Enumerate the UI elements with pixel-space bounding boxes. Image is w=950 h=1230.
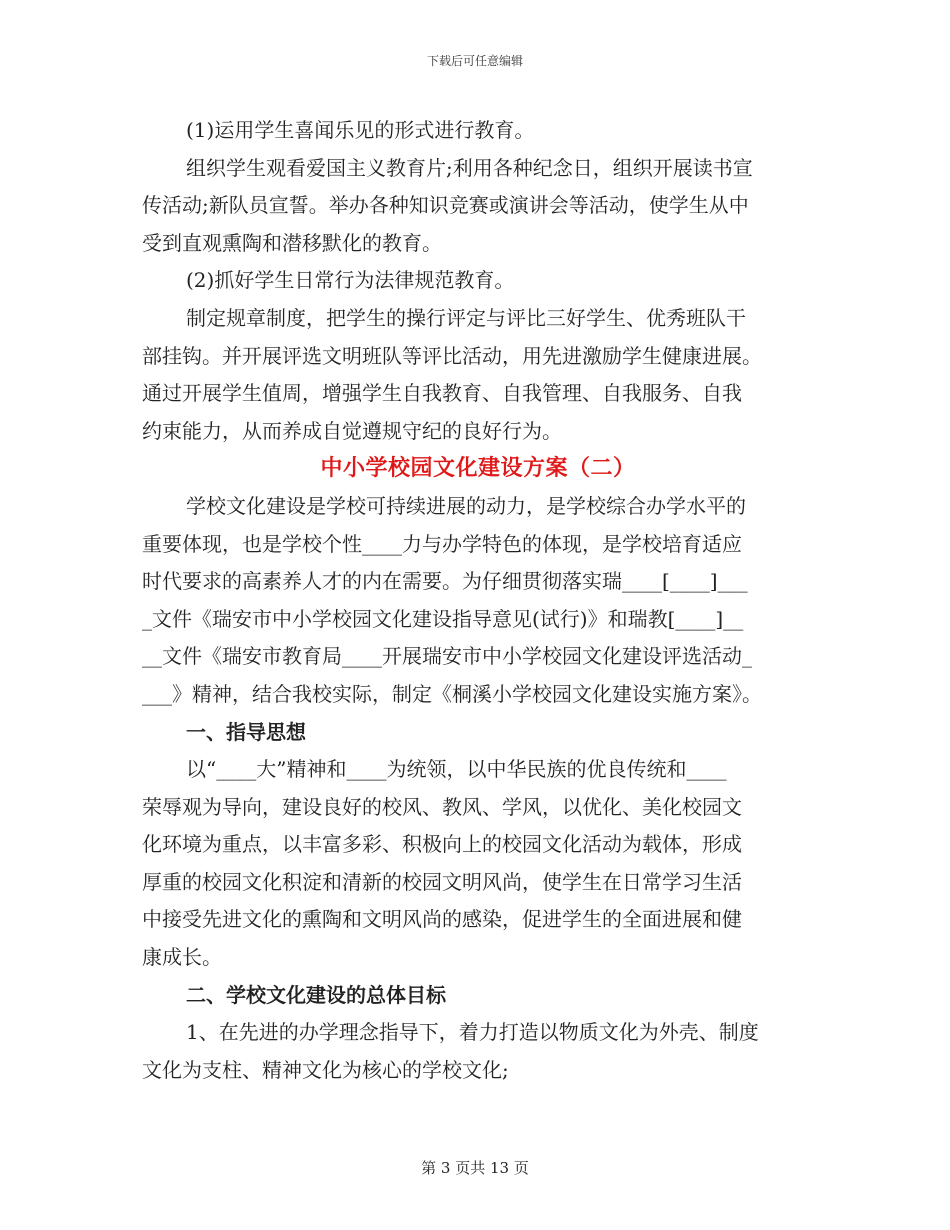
paragraph-line: _文件《瑞安市中小学校园文化建设指导意见(试行)》和瑞教[____]__ (142, 606, 744, 631)
paragraph-line: 受到直观熏陶和潜移默化的教育。 (142, 230, 442, 255)
paragraph-line: 部挂钩。并开展评选文明班队等评比活动，用先进激励学生健康进展。 (142, 343, 762, 368)
paragraph-line: 约束能力，从而养成自觉遵规守纪的良好行为。 (142, 418, 562, 443)
list-item-1-heading: (1)运用学生喜闻乐见的形式进行教育。 (186, 118, 535, 142)
document-body (142, 112, 814, 1089)
paragraph-line: 传活动;新队员宣誓。举办各种知识竞赛或演讲会等活动，使学生从中 (142, 193, 749, 218)
list-item-2-heading: (2)抓好学生日常行为法律规范教育。 (186, 268, 515, 293)
header-note: 下载后可任意编辑 (426, 54, 523, 68)
paragraph-line: 制定规章制度，把学生的操行评定与评比三好学生、优秀班队干 (186, 305, 746, 330)
page-number: 第 3 页共 13 页 (421, 1159, 529, 1177)
paragraph-line: 荣辱观为导向，建设良好的校风、教风、学风，以优化、美化校园文 (142, 794, 742, 819)
paragraph-line: 文化为支柱、精神文化为核心的学校文化; (142, 1057, 509, 1082)
paragraph-line: __文件《瑞安市教育局____开展瑞安市中小学校园文化建设评选活动_ (142, 644, 752, 669)
paragraph-line: 时代要求的高素养人才的内在需要。为仔细贯彻落实瑞____[____]___ (142, 569, 748, 594)
paragraph-line: 组织学生观看爱国主义教育片;利用各种纪念日，组织开展读书宣 (186, 155, 753, 180)
section-title: 中小学校园文化建设方案（二） (320, 455, 636, 482)
paragraph-line: 以“____大”精神和____为统领，以中华民族的优良传统和____ (186, 757, 727, 782)
paragraph-line: 学校文化建设是学校可持续进展的动力，是学校综合办学水平的 (186, 493, 746, 518)
heading-guiding-ideology: 一、指导思想 (186, 719, 306, 744)
paragraph-line: 康成长。 (142, 945, 222, 970)
heading-overall-goal: 二、学校文化建设的总体目标 (186, 982, 446, 1007)
paragraph-line: 通过开展学生值周，增强学生自我教育、自我管理、自我服务、自我 (142, 381, 742, 406)
paragraph-line: 1、在先进的办学理念指导下，着力打造以物质文化为外壳、制度 (186, 1020, 759, 1045)
paragraph-line: 中接受先进文化的熏陶和文明风尚的感染，促进学生的全面进展和健 (142, 907, 742, 932)
paragraph-line: ___》精神，结合我校实际，制定《桐溪小学校园文化建设实施方案》。 (142, 681, 762, 706)
paragraph-line: 化环境为重点，以丰富多彩、积极向上的校园文化活动为载体，形成 (142, 832, 742, 857)
paragraph-line: 厚重的校园文化积淀和清新的校园文明风尚，使学生在日常学习生活 (142, 869, 742, 894)
paragraph-line: 重要体现，也是学校个性____力与办学特色的体现，是学校培育适应 (142, 531, 742, 556)
